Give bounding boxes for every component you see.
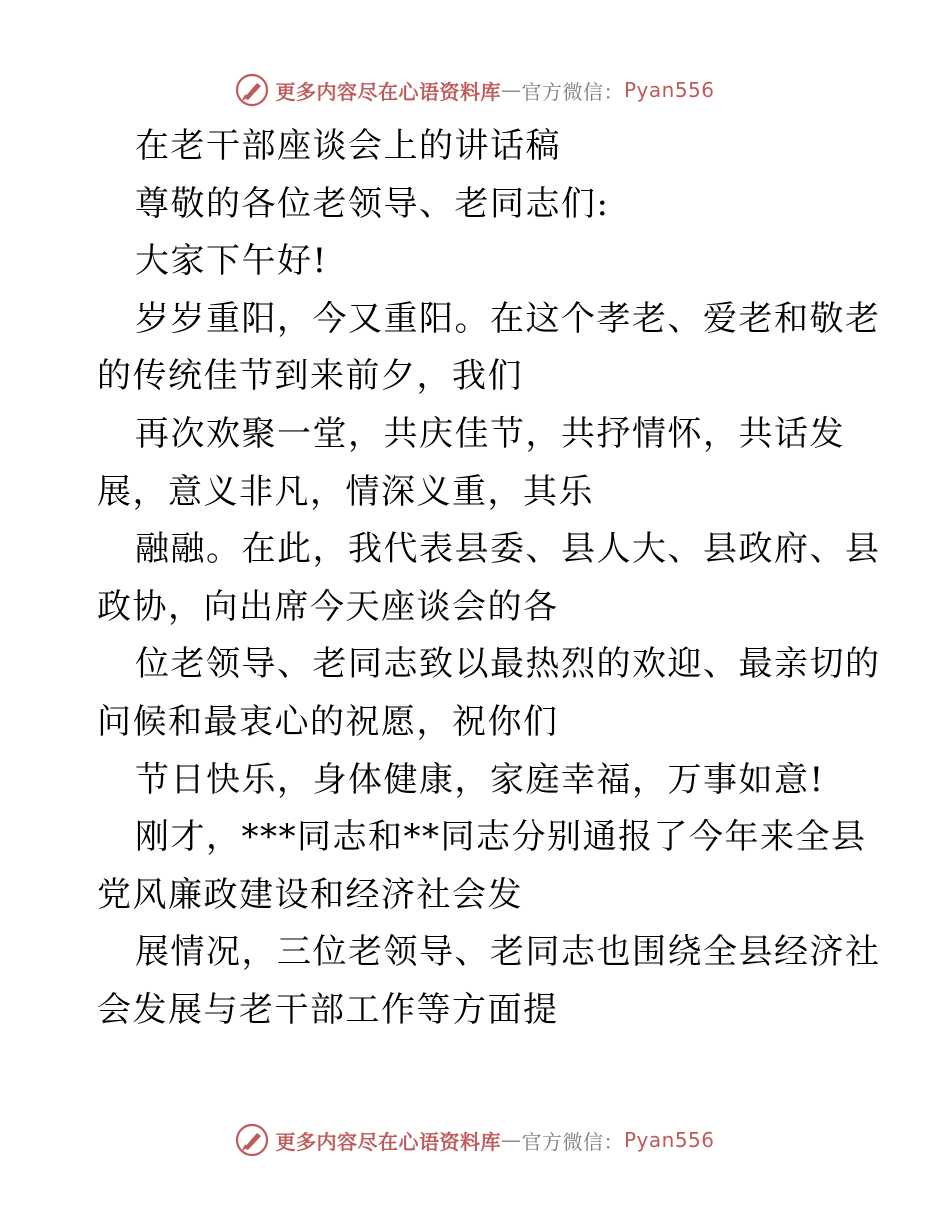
body-line: 政协，向出席今天座谈会的各 bbox=[97, 586, 559, 627]
header-dash: — bbox=[500, 78, 522, 102]
body-line: 的传统佳节到来前夕，我们 bbox=[97, 356, 523, 397]
footer-wechat-id: Pyan556 bbox=[623, 1128, 715, 1152]
document-title: 在老干部座谈会上的讲话稿 bbox=[135, 126, 561, 166]
header-site-text: 更多内容尽在心语资料库 bbox=[275, 79, 501, 104]
body-line: 节日快乐，身体健康，家庭幸福，万事如意! bbox=[135, 759, 825, 800]
body-line: 会发展与老干部工作等方面提 bbox=[97, 989, 559, 1030]
quill-pen-icon bbox=[235, 73, 269, 107]
header-watermark bbox=[0, 70, 950, 110]
body-line: 展情况，三位老领导、老同志也围绕全县经济社 bbox=[135, 932, 881, 973]
document-body bbox=[97, 118, 881, 1040]
footer-dash: — bbox=[500, 1128, 522, 1152]
footer-watermark bbox=[0, 1120, 950, 1160]
body-line: 融融。在此，我代表县委、县人大、县政府、县 bbox=[135, 529, 881, 570]
footer-wechat-label: 官方微信： bbox=[521, 1129, 624, 1154]
greeting: 大家下午好! bbox=[135, 241, 328, 282]
body-line: 问候和最衷心的祝愿，祝你们 bbox=[97, 701, 559, 742]
body-line: 位老领导、老同志致以最热烈的欢迎、最亲切的 bbox=[135, 644, 881, 685]
salutation: 尊敬的各位老领导、老同志们: bbox=[135, 183, 610, 224]
body-line: 展，意义非凡，情深义重，其乐 bbox=[97, 471, 594, 512]
header-wechat-label: 官方微信： bbox=[521, 79, 624, 104]
body-line: 刚才，***同志和**同志分别通报了今年来全县 bbox=[135, 817, 867, 858]
body-line: 党风廉政建设和经济社会发 bbox=[97, 874, 523, 915]
header-wechat-id: Pyan556 bbox=[623, 78, 715, 102]
body-line: 岁岁重阳，今又重阳。在这个孝老、爱老和敬老 bbox=[135, 298, 881, 339]
footer-site-text: 更多内容尽在心语资料库 bbox=[275, 1129, 501, 1154]
quill-pen-icon bbox=[235, 1123, 269, 1157]
body-line: 再次欢聚一堂，共庆佳节，共抒情怀，共话发 bbox=[135, 413, 845, 454]
